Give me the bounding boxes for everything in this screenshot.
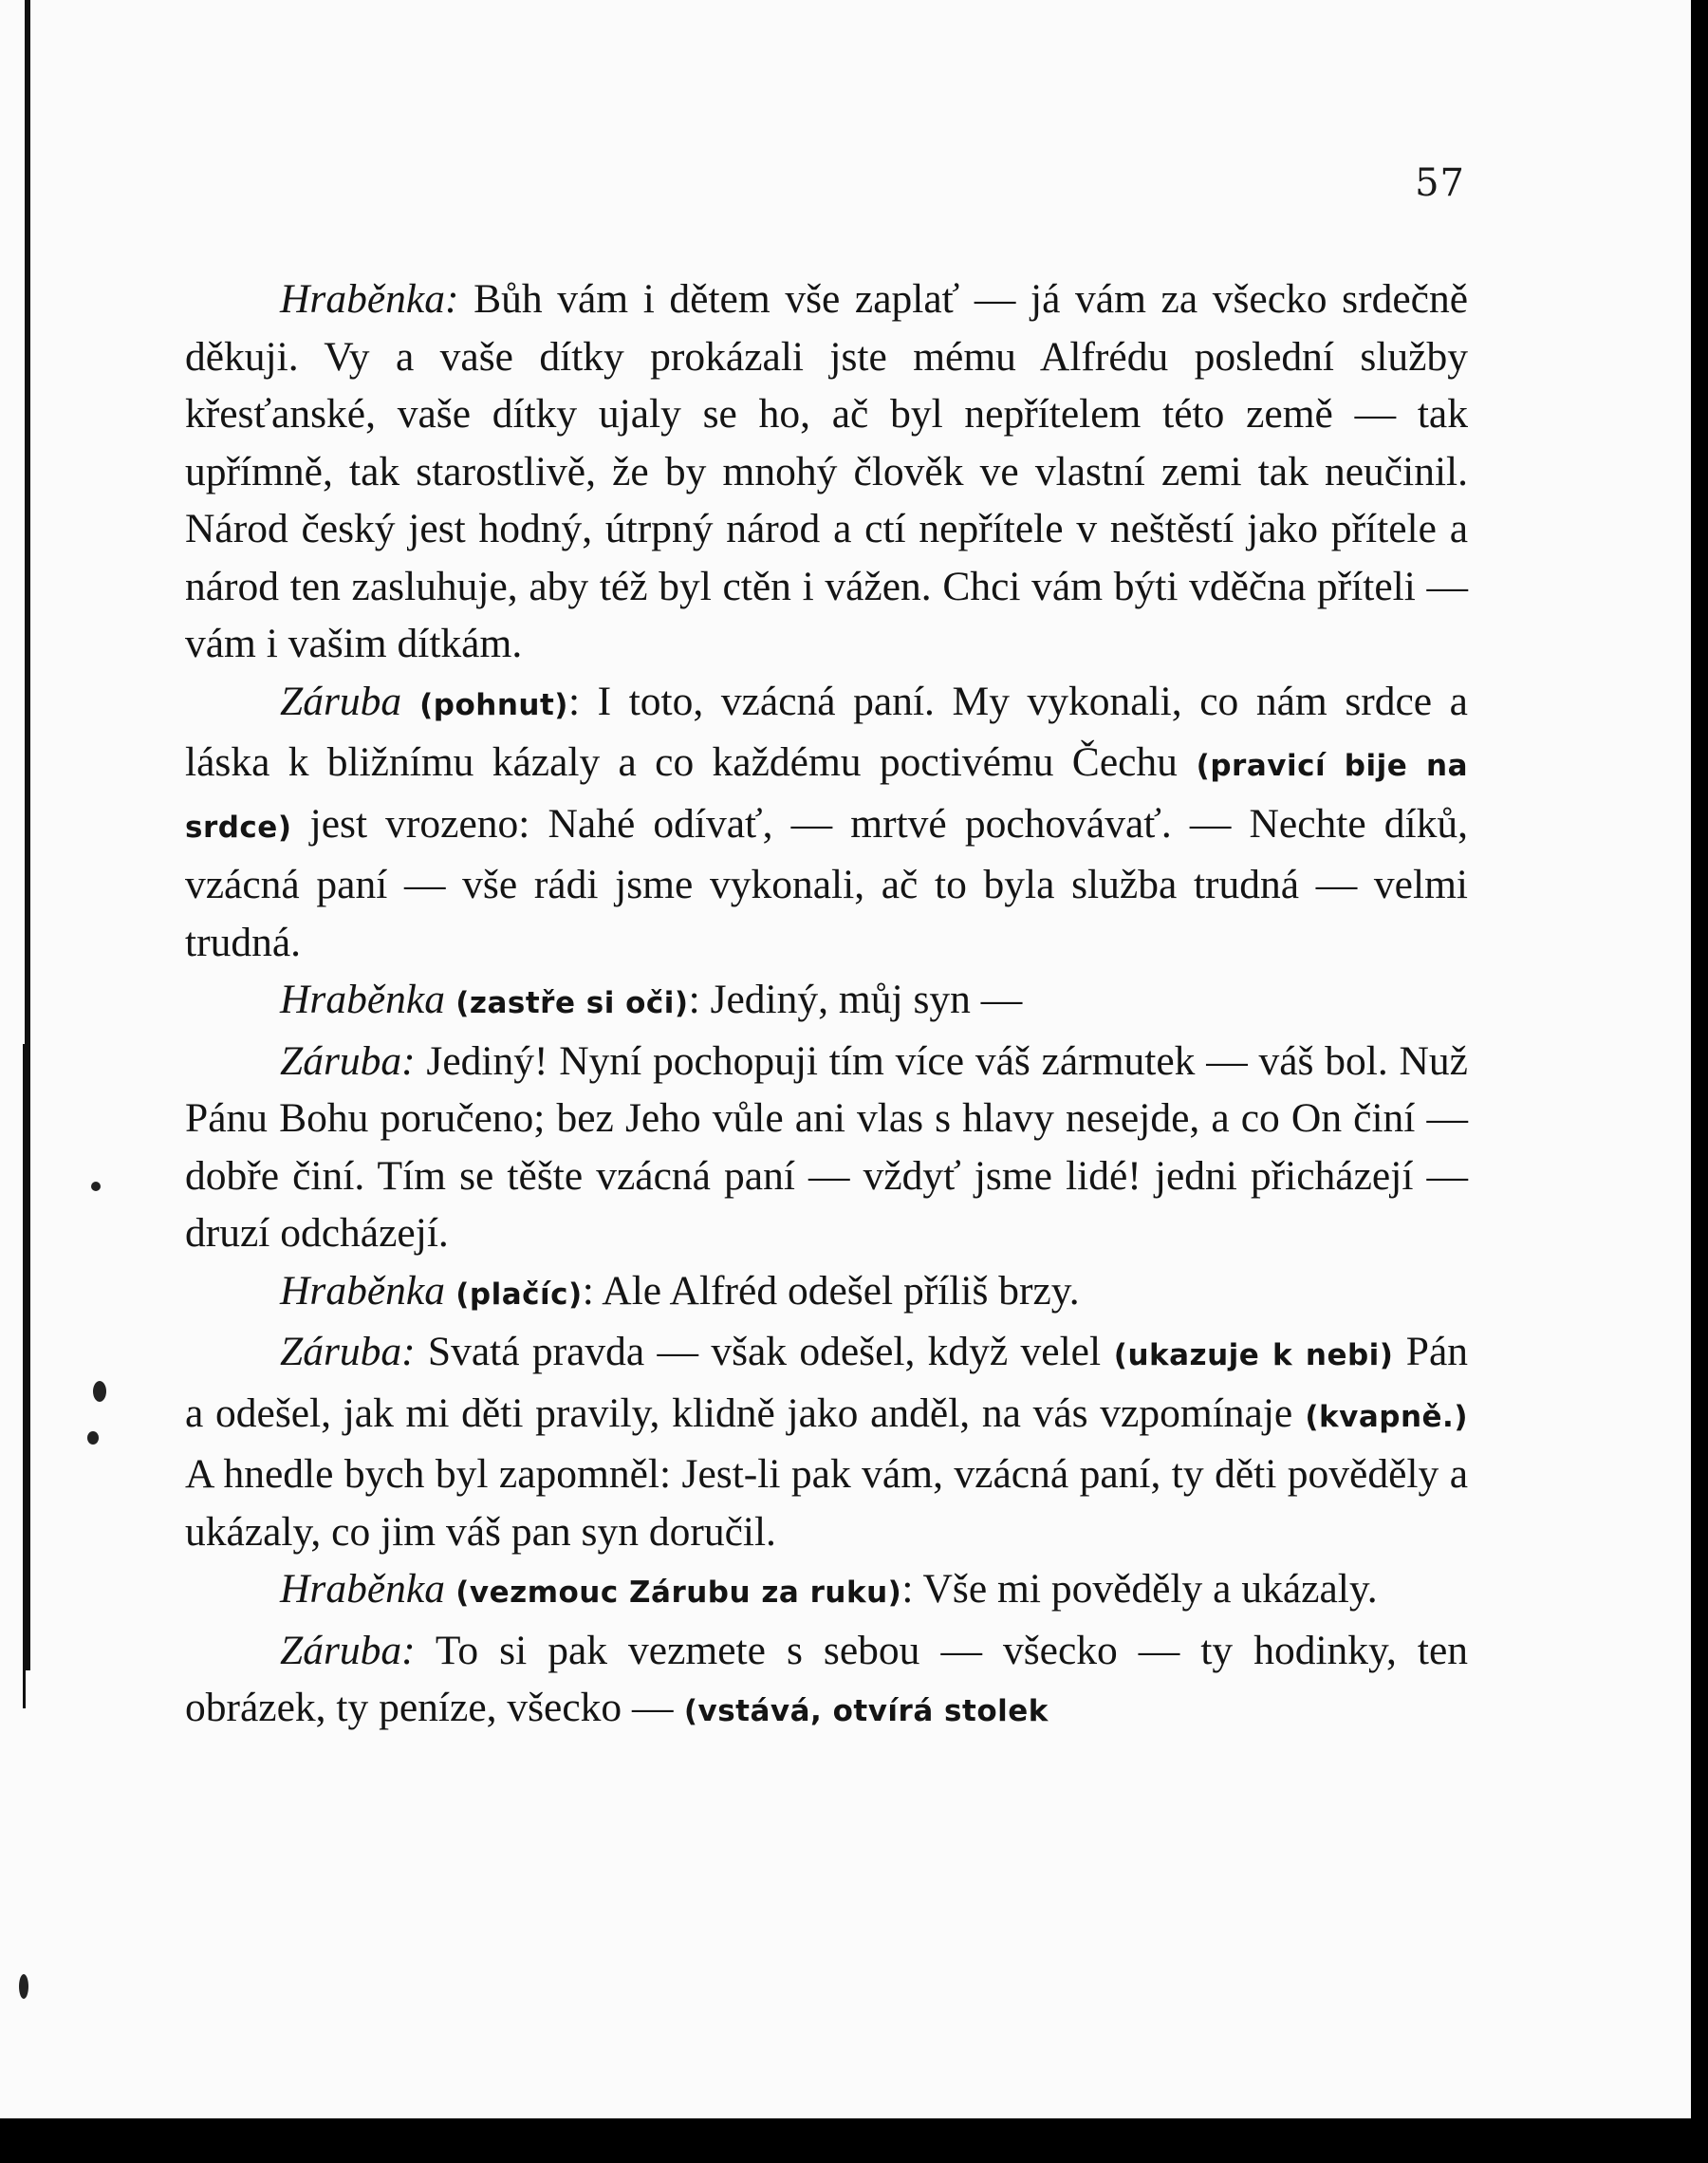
- dialogue-text: Pán a odešel, jak mi děti pravily, klidně jako anděl, na vás vzpomínaje: [185, 1329, 1469, 1436]
- dialogue-text: Bůh vám i dětem vše zaplať — já vám za všecko srdečně děkuji. Vy a vaše dítky prokázali jste mému Alfrédu poslední služby křesťanské, vaše dítky ujaly se ho, ač byl nepřítelem této země — tak upřímně, tak starostlivě, že by mnohý člověk ve vlastní zemi tak neučinil. Národ český jest hodný, útrpný národ a ctí nepřítele v neštěstí jako přítele a národ ten zasluhuje, aby též byl ctěn i vážen. Chci vám býti vděčna příteli — vám i vašim dítkám.: [185, 276, 1468, 666]
- stage-direction: (kvapně.): [1292, 1399, 1468, 1434]
- paragraph: [185, 1622, 1468, 1741]
- binding-edge-lower: [23, 1044, 26, 1708]
- dialogue-text: : Ale Alfréd odešel příliš brzy.: [582, 1267, 1080, 1314]
- binding-speck: [93, 1381, 106, 1402]
- stage-direction: (zastře si oči): [444, 986, 689, 1020]
- page-number: 57: [1415, 161, 1465, 205]
- stage-direction: (ukazuje k nebi): [1101, 1338, 1394, 1372]
- speaker-name: Záruba:: [280, 1037, 416, 1084]
- stage-direction: (pravicí bije na srdce): [185, 749, 1468, 845]
- paragraph: [185, 270, 1468, 673]
- stage-direction: (pohnut): [401, 687, 568, 722]
- dialogue-text: A hnedle bych byl zapomněl: Jest-li pak vám, vzácná paní, ty děti pověděly a ukázaly, co jim váš pan syn doručil.: [185, 1451, 1468, 1555]
- scan-border-right: [1691, 0, 1708, 2163]
- dialogue-text: Svatá pravda — však odešel, když velel: [415, 1329, 1102, 1374]
- binding-speck: [87, 1431, 99, 1445]
- stage-direction: (vstává, otvírá stolek: [673, 1694, 1049, 1728]
- body-text: [185, 270, 1468, 1741]
- dialogue-text: : Vše mi pověděly a ukázaly.: [901, 1566, 1378, 1612]
- speaker-name: Záruba: [280, 678, 402, 724]
- speaker-name: Hraběnka: [280, 977, 445, 1022]
- speaker-name: Záruba:: [280, 1329, 416, 1374]
- speaker-name: Hraběnka: [280, 1566, 445, 1612]
- paragraph: [185, 1560, 1468, 1622]
- dialogue-text: : I toto, vzácná paní. My vykonali, co nám srdce a láska k bližnímu kázaly a co každému poctivému Čechu: [185, 678, 1468, 785]
- binding-speck: [91, 1182, 101, 1191]
- stage-direction: (vezmouc Zárubu za ruku): [444, 1576, 902, 1610]
- scan-border-bottom: [0, 2118, 1708, 2163]
- paragraph: [185, 971, 1468, 1033]
- paragraph: [185, 1262, 1468, 1324]
- binding-speck: [19, 1974, 28, 1999]
- dialogue-text: : Jediný, můj syn —: [688, 977, 1023, 1022]
- speaker-name: Hraběnka: [280, 1267, 445, 1314]
- speaker-name: Záruba:: [280, 1627, 416, 1673]
- speaker-name: Hraběnka:: [280, 276, 459, 322]
- dialogue-text: jest vrozeno: Nahé odívať, — mrtvé pochovávať. — Nechte díků, vzácná paní — vše rádi jsme vykonali, ač to byla služba trudná — velmi trudná.: [185, 800, 1468, 965]
- paragraph: [185, 1033, 1468, 1262]
- dialogue-text: To si pak vezmete s sebou — všecko — ty hodinky, ten obrázek, ty peníze, všecko —: [185, 1627, 1468, 1730]
- paragraph: [185, 1323, 1468, 1560]
- paragraph: [185, 673, 1468, 972]
- dialogue-text: Jediný! Nyní pochopuji tím více váš zármutek — váš bol. Nuž Pánu Bohu poručeno; bez Jeho vůle ani vlas s hlavy nesejde, a co On činí — dobře činí. Tím se těšte vzácná paní — vždyť jsme lidé! jedni přicházejí — druzí odcházejí.: [185, 1037, 1468, 1256]
- stage-direction: (plačíc): [444, 1277, 583, 1312]
